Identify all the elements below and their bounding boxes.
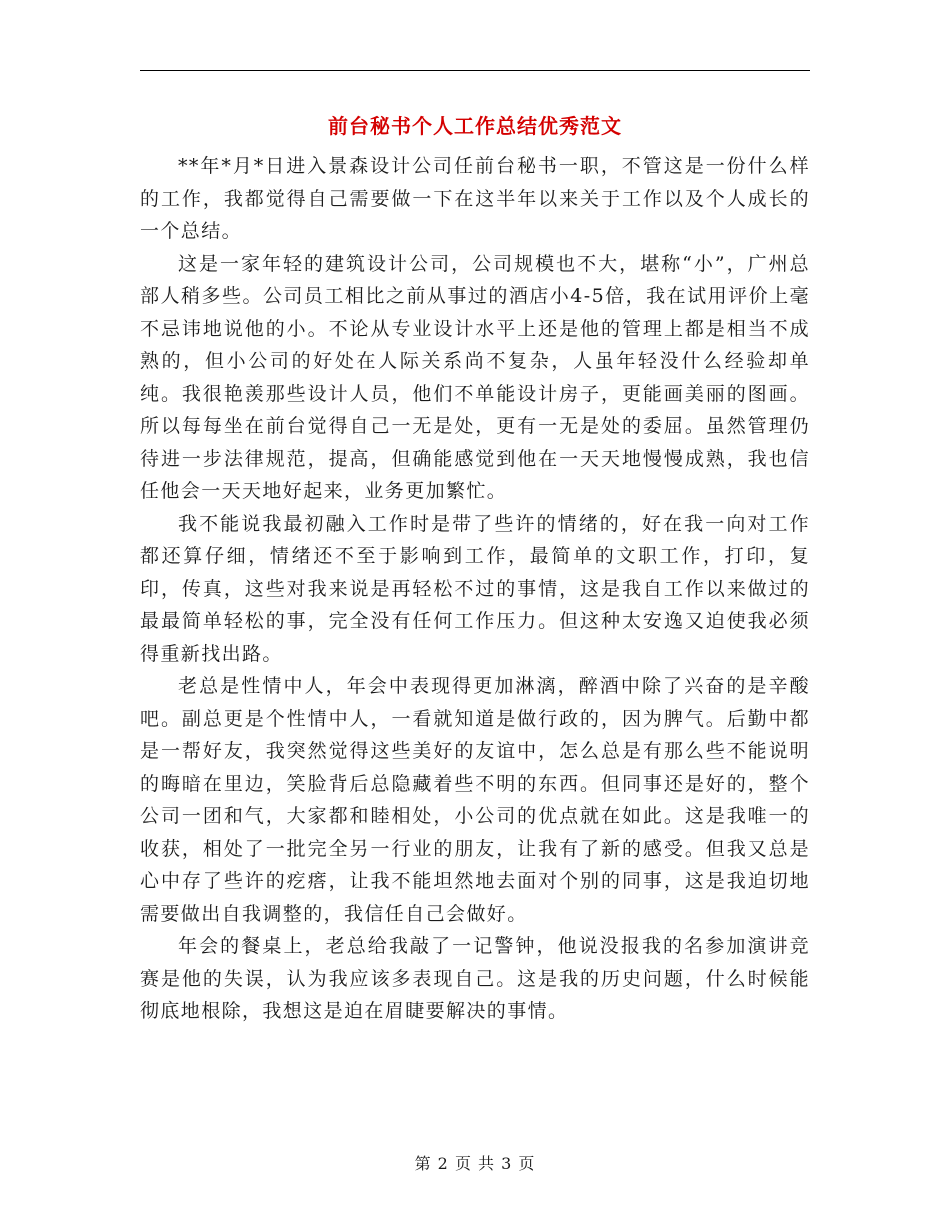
page-number: 第 2 页 共 3 页 [414, 1154, 536, 1173]
document-title: 前台秘书个人工作总结优秀范文 [328, 114, 622, 138]
paragraph: 我不能说我最初融入工作时是带了些许的情绪的，好在我一向对工作都还算仔细，情绪还不至于影响到工作，最简单的文职工作，打印，复印，传真，这些对我来说是再轻松不过的事情，这是我自工作以来做过的最最简单轻松的事，完全没有任何工作压力。但这种太安逸又迫使我必须得重新找出路。 [140, 512, 810, 665]
paragraph: 年会的餐桌上，老总给我敲了一记警钟，他说没报我的名参加演讲竞赛是他的失误，认为我应该多表现自己。这是我的历史问题，什么时候能彻底地根除，我想这是迫在眉睫要解决的事情。 [140, 935, 810, 1022]
paragraph: **年*月*日进入景森设计公司任前台秘书一职，不管这是一份什么样的工作，我都觉得自己需要做一下在这半年以来关于工作以及个人成长的一个总结。 [140, 155, 810, 242]
paragraph: 这是一家年轻的建筑设计公司，公司规模也不大，堪称“小”，广州总部人稍多些。公司员工相比之前从事过的酒店小4-5倍，我在试用评价上毫不忌讳地说他的小。不论从专业设计水平上还是他的管理上都是相当不成熟的，但小公司的好处在人际关系尚不复杂，人虽年轻没什么经验却单纯。我很艳羡那些设计人员，他们不单能设计房子，更能画美丽的图画。所以每每坐在前台觉得自己一无是处，更有一无是处的委屈。虽然管理仍待进一步法律规范，提高，但确能感觉到他在一天天地慢慢成熟，我也信任他会一天天地好起来，业务更加繁忙。 [140, 252, 810, 502]
document-body [140, 150, 810, 1028]
header-rule [140, 70, 810, 71]
paragraph: 老总是性情中人，年会中表现得更加淋漓，醉酒中除了兴奋的是辛酸吧。副总更是个性情中人，一看就知道是做行政的，因为脾气。后勤中都是一帮好友，我突然觉得这些美好的友谊中，怎么总是有那么些不能说明的晦暗在里边，笑脸背后总隐藏着些不明的东西。但同事还是好的，整个公司一团和气，大家都和睦相处，小公司的优点就在如此。这是我唯一的收获，相处了一批完全另一行业的朋友，让我有了新的感受。但我又总是心中存了些许的疙瘩，让我不能坦然地去面对个别的同事，这是我迫切地需要做出自我调整的，我信任自己会做好。 [140, 675, 810, 925]
